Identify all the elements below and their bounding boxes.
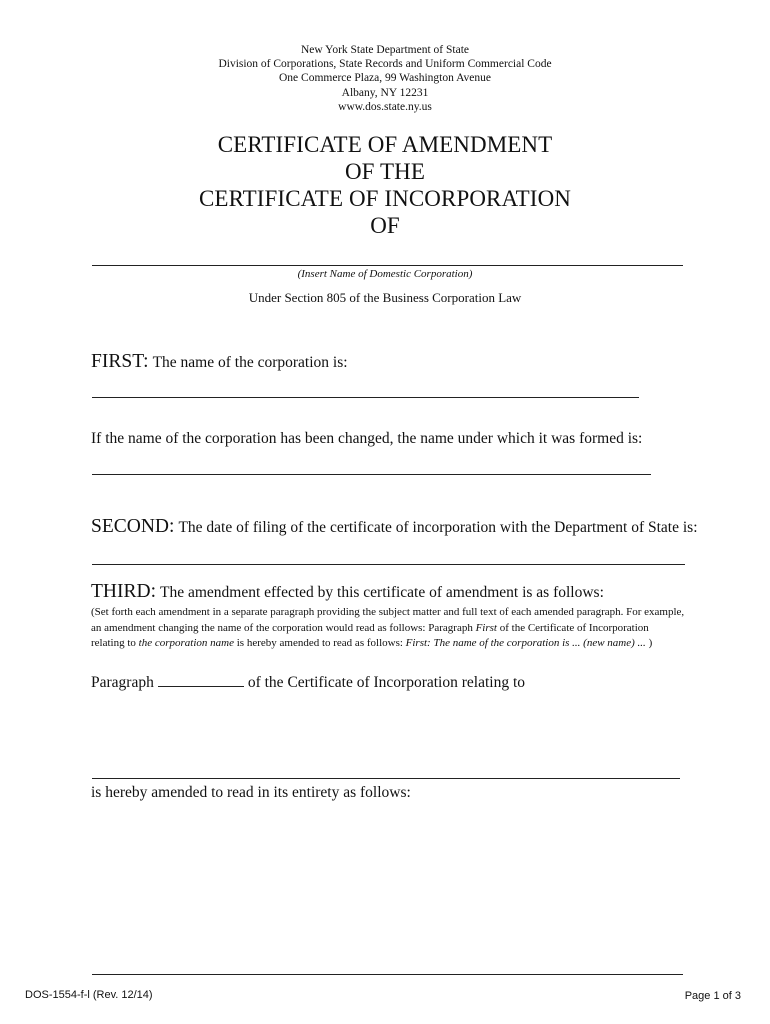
note-part-f: First: The name of the corporation is ... (new name) ...	[405, 637, 646, 649]
second-text: The date of filing of the certificate of incorporation with the Department of State is:	[178, 519, 698, 536]
title-line-1: CERTIFICATE OF AMENDMENT	[217, 132, 553, 157]
note-part-e: is hereby amended to read as follows:	[233, 637, 406, 649]
page-number: Page 1 of 3	[684, 990, 741, 1002]
header-website: www.dos.state.ny.us	[338, 100, 432, 113]
amendment-text-input-line[interactable]	[92, 974, 683, 975]
title-line-4: OF	[370, 213, 400, 238]
third-instructions	[91, 605, 685, 652]
header-line-4: Albany, NY 12231	[341, 86, 429, 99]
third-section-heading	[91, 581, 604, 603]
corporation-name-field[interactable]	[92, 265, 683, 266]
first-label: FIRST:	[91, 351, 149, 372]
header-line-2: Division of Corporations, State Records and Uniform Commercial Code	[218, 58, 552, 71]
corporation-name-caption: (Insert Name of Domestic Corporation)	[297, 268, 473, 280]
first-text: The name of the corporation is:	[152, 354, 348, 371]
first-section-heading	[91, 351, 348, 373]
amended-text-label: is hereby amended to read in its entirety as follows:	[91, 784, 411, 801]
note-part-g: )	[645, 637, 653, 649]
note-part-c: of the Certificate of Incorporation relating to	[91, 621, 649, 649]
paragraph-label: Paragraph	[91, 674, 154, 691]
law-reference: Under Section 805 of the Business Corporation Law	[248, 290, 522, 305]
document-title	[0, 131, 770, 239]
title-line-3: CERTIFICATE OF INCORPORATION	[198, 186, 571, 211]
filing-date-input-line[interactable]	[92, 564, 685, 565]
third-text: The amendment effected by this certificate of amendment is as follows:	[160, 584, 604, 601]
agency-header	[0, 43, 770, 114]
second-label: SECOND:	[91, 516, 175, 537]
former-name-text: If the name of the corporation has been changed, the name under which it was formed is:	[91, 430, 643, 447]
corporation-name-input-line[interactable]	[92, 397, 639, 398]
paragraph-suffix: of the Certificate of Incorporation relating to	[247, 674, 526, 691]
former-name-input-line[interactable]	[92, 474, 651, 475]
header-line-3: One Commerce Plaza, 99 Washington Avenue	[279, 72, 491, 85]
note-part-d: the corporation name	[138, 637, 234, 649]
paragraph-line	[91, 672, 525, 692]
note-part-b: First	[475, 621, 497, 634]
subject-matter-input-line[interactable]	[92, 778, 680, 779]
note-part-a: (Set forth each amendment in a separate paragraph providing the subject matter and full text of each amended paragraph. For example, an amendment changing the name of the corporation would read as follows: Paragraph	[91, 606, 685, 634]
second-section-heading	[91, 516, 698, 538]
title-line-2: OF THE	[344, 159, 426, 184]
header-line-1: New York State Department of State	[301, 44, 469, 56]
third-label: THIRD:	[91, 581, 156, 602]
form-id: DOS-1554-f-l (Rev. 12/14)	[25, 989, 153, 1001]
paragraph-number-field[interactable]	[158, 672, 244, 687]
